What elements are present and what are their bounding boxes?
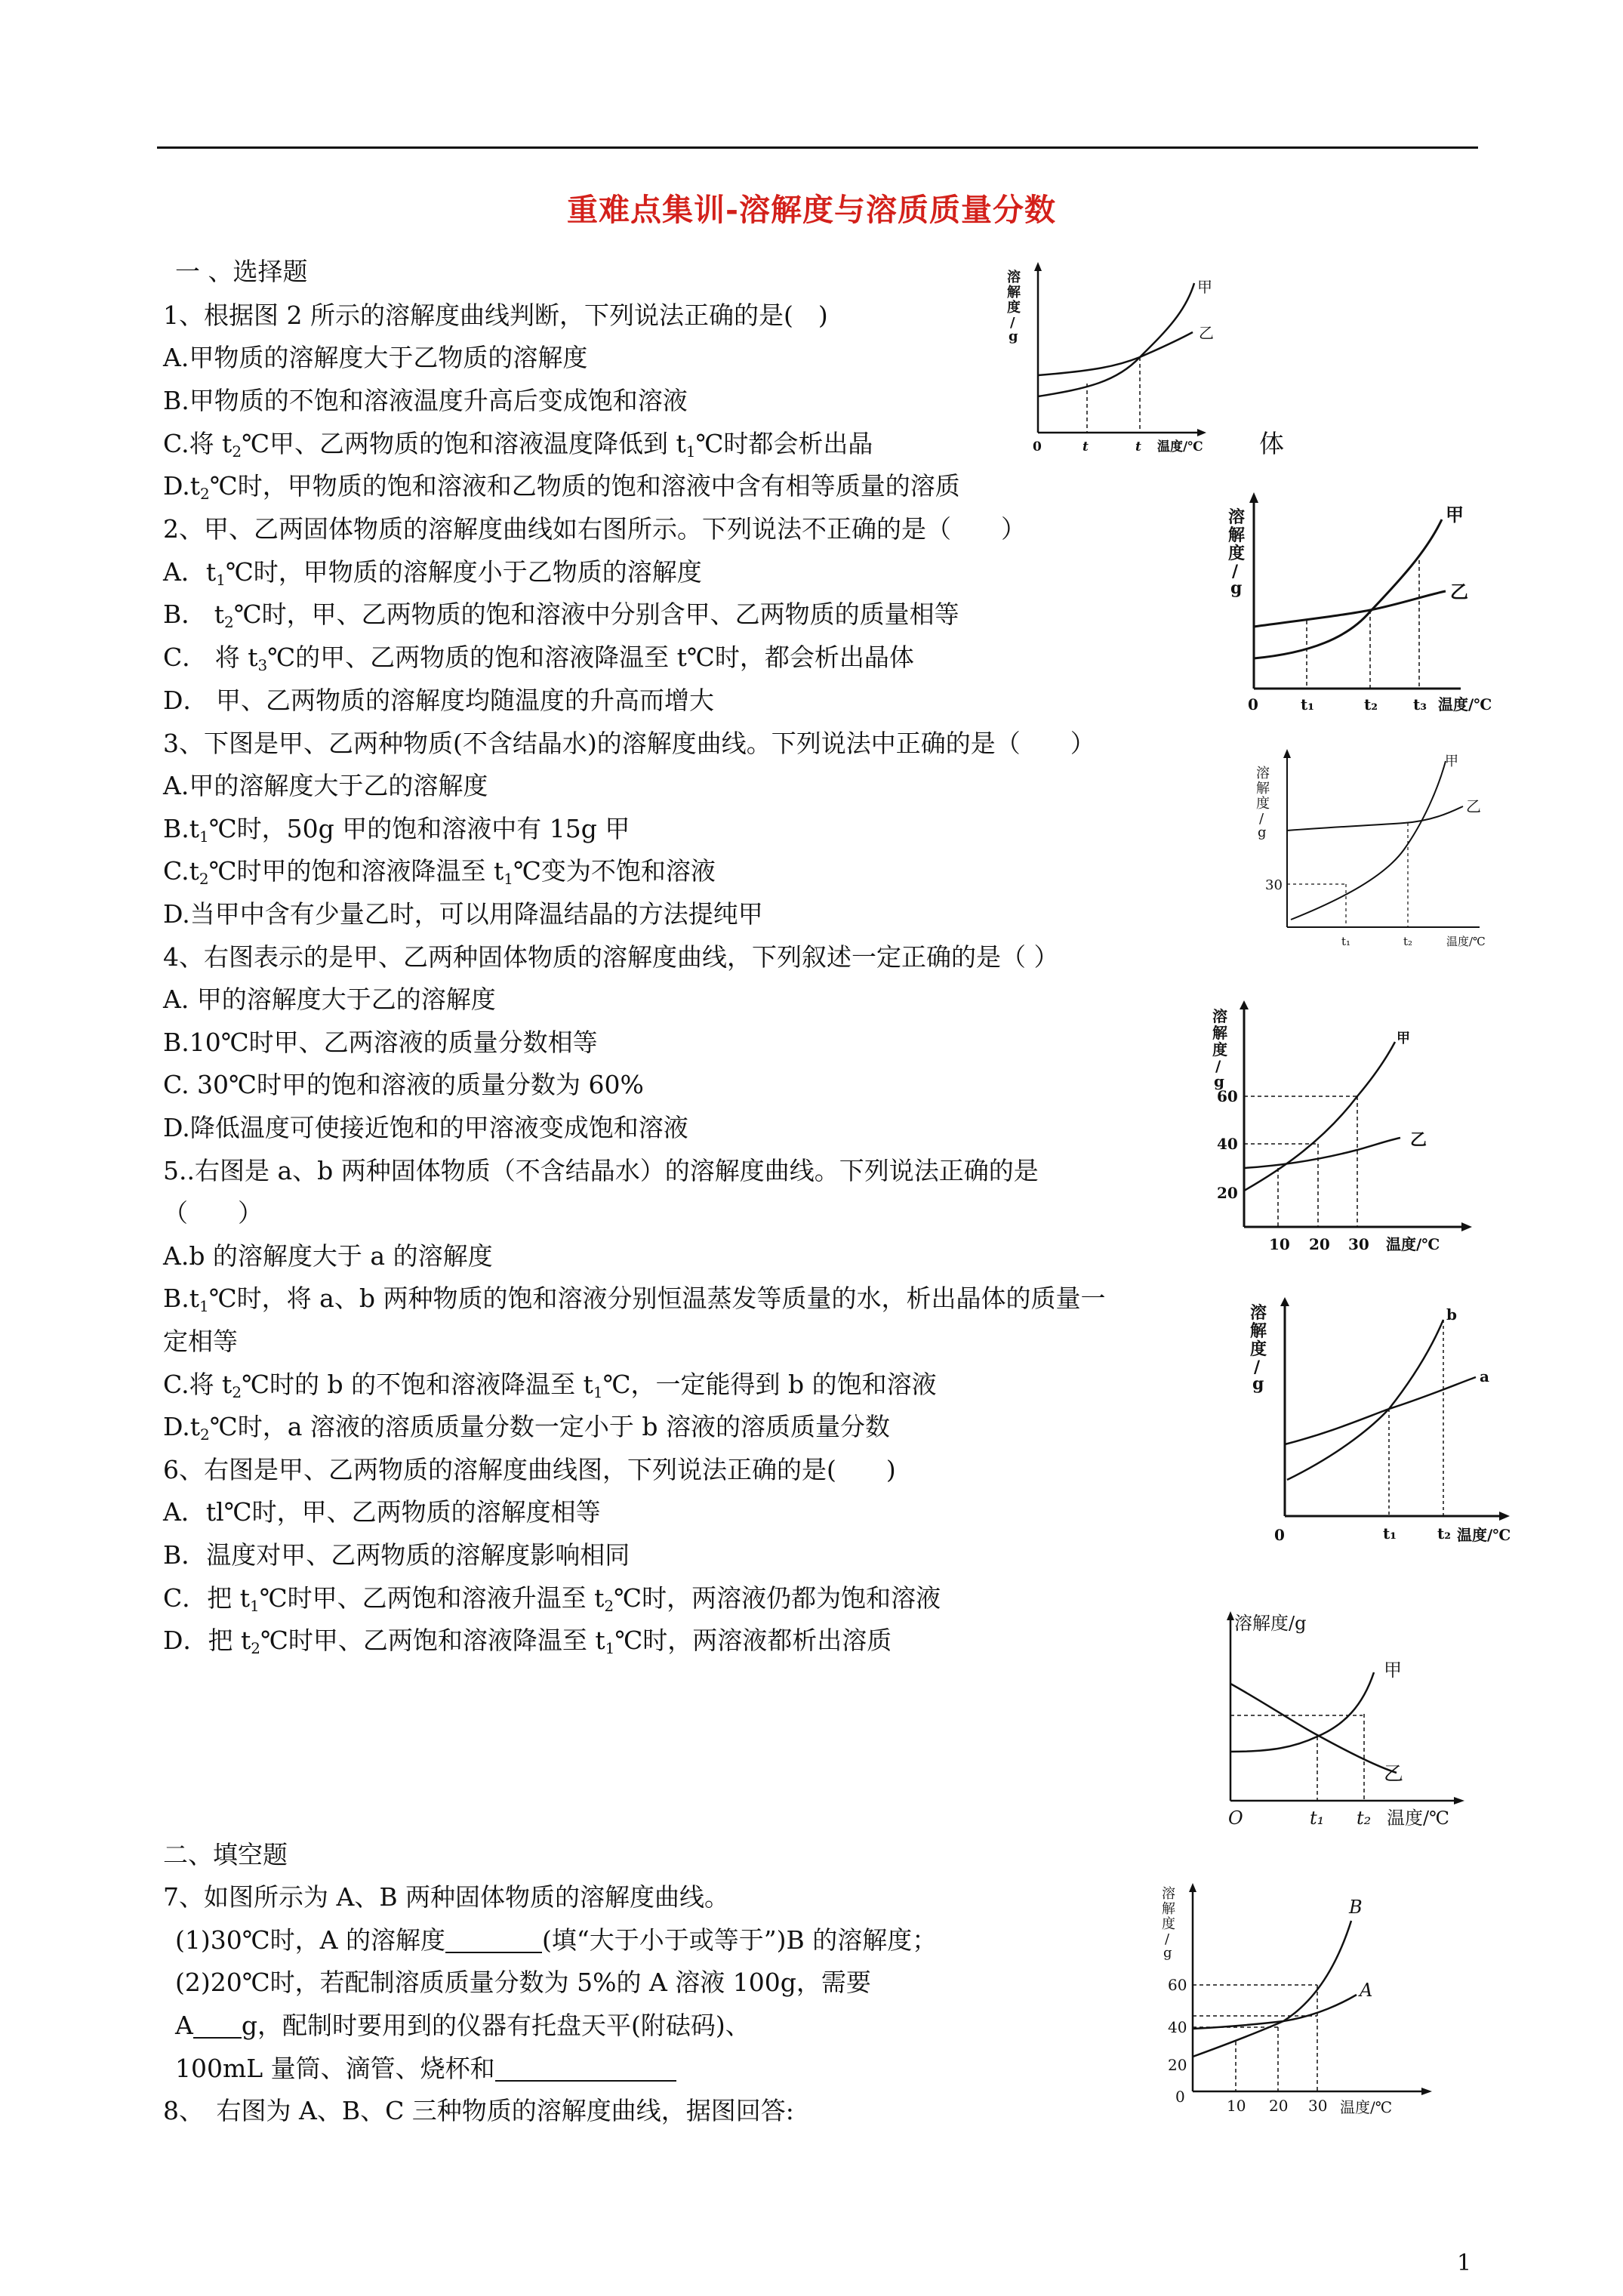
tick-t2: t (1135, 439, 1141, 455)
tick-y20: 20 (1217, 1184, 1238, 1202)
origin-label: 0 (1175, 2088, 1185, 2106)
series-label-jia: 甲 (1446, 504, 1464, 525)
q4-stem: 4、右图表示的是甲、乙两种固体物质的溶解度曲线，下列叙述一定正确的是（ ） (163, 942, 1059, 972)
q1-option-c: C.将 $t_2℃$甲、乙两物质的饱和溶液温度降低到 $t_1℃$时都会析出晶 (163, 429, 873, 461)
q3-stem: 3、下图是甲、乙两种物质(不含结晶水)的溶解度曲线。下列说法中正确的是（ ） (163, 729, 1095, 758)
q3-option-d: D.当甲中含有少量乙时，可以用降温结晶的方法提纯甲 (163, 899, 763, 929)
header-rule (157, 146, 1478, 149)
x-axis-label: 温度/℃ (1386, 1235, 1440, 1253)
page-number: 1 (1457, 2250, 1472, 2276)
curve-yi (1244, 1138, 1400, 1168)
y-axis-arrow (1227, 1611, 1234, 1620)
y-axis-label-char: 溶 (1228, 507, 1246, 527)
q4-option-c: C. 30℃时甲的饱和溶液的质量分数为 60% (163, 1070, 644, 1099)
origin-label: 0 (1033, 439, 1042, 455)
q6-option-c: C．把 $t_1℃$时甲、乙两饱和溶液升温至 $t_2℃$时，两溶液仍都为饱和溶液 (163, 1583, 941, 1615)
q2-option-a: A．$t_1℃$时，甲物质的溶解度小于乙物质的溶解度 (163, 557, 702, 589)
tick-t1: t₁ (1310, 1808, 1325, 1829)
q6-option-b: B．温度对甲、乙两物质的溶解度影响相同 (163, 1540, 630, 1570)
q8-stem: 8、 右图为 A、B、C 三种物质的溶解度曲线，据图回答: (163, 2096, 794, 2125)
x-axis-arrow (1454, 1797, 1464, 1804)
y-axis-label: 溶解度/g (1234, 1613, 1307, 1634)
x-axis-label: 温度/℃ (1457, 1526, 1511, 1544)
y-axis-label-char: g (1214, 1072, 1224, 1090)
q4-option-b: B.10℃时甲、乙两溶液的质量分数相等 (163, 1028, 598, 1057)
figure-q6 (1212, 1601, 1498, 1831)
tick-t2: t₂ (1364, 695, 1378, 713)
x-axis-label: 温度/℃ (1438, 695, 1492, 713)
q5-option-b: $B.t_1℃$时，将 a、b 两种物质的饱和溶液分别恒温蒸发等质量的水，析出晶体的质量一 (163, 1284, 1106, 1315)
figure-q2 (1227, 491, 1491, 721)
series-label-A: A (1360, 1980, 1373, 2001)
curve-jia (1244, 1042, 1395, 1191)
q7-part3: A g，配制时要用到的仪器有托盘天平(附砝码)、 (175, 2011, 750, 2040)
y-axis-label-char: g (1163, 1945, 1172, 1961)
y-axis-label-char: 溶 (1212, 1007, 1227, 1025)
y-axis-label-char: / (1165, 1931, 1170, 1947)
q5-option-c: C.将 $t_2℃$时的 b 的不饱和溶液降温至 $t_1℃$，一定能得到 b 的饱和溶液 (163, 1370, 937, 1401)
tick-x30: 30 (1348, 1235, 1369, 1253)
page-title: 重难点集训-溶解度与溶质质量分数 (566, 192, 1056, 228)
x-axis-label: 温度/℃ (1157, 439, 1203, 455)
tick-y40: 40 (1217, 1135, 1238, 1153)
q7-stem: 7、如图所示为 A、B 两种固体物质的溶解度曲线。 (163, 1882, 730, 1912)
tick-x10: 10 (1269, 1235, 1290, 1253)
series-label-jia: 甲 (1445, 754, 1458, 769)
y-axis-label-char: 解 (1250, 1321, 1267, 1341)
origin-label: O (1228, 1808, 1243, 1829)
y-axis-label-char: 解 (1256, 781, 1270, 797)
q5-option-a: A.b 的溶解度大于 a 的溶解度 (163, 1241, 493, 1271)
q7-blank-3[interactable] (495, 2057, 676, 2082)
figure-q3 (1253, 747, 1495, 951)
y-axis-label-char: 溶 (1007, 270, 1021, 285)
curve-a (1285, 1377, 1476, 1444)
tick-y60: 60 (1217, 1087, 1238, 1105)
curve-jia (1038, 283, 1194, 396)
series-label-a: a (1480, 1367, 1489, 1385)
tick-t3: t₃ (1413, 695, 1427, 713)
curve-A (1193, 1995, 1357, 2029)
chart-q3 (1253, 747, 1495, 951)
curve-jia (1230, 1672, 1374, 1752)
y-axis-arrow (1189, 1883, 1196, 1892)
tick-y20: 20 (1168, 2056, 1187, 2074)
y-axis-label-char: 度 (1212, 1040, 1227, 1059)
y-axis-label-char: 解 (1228, 525, 1246, 545)
tick-t2: t₂ (1437, 1524, 1451, 1542)
chart-q1 (1004, 260, 1246, 468)
x-axis-arrow (1421, 2088, 1432, 2095)
tick-x10: 10 (1227, 2097, 1246, 2115)
tick-x20: 20 (1269, 2097, 1289, 2115)
curve-b (1287, 1320, 1443, 1480)
y-axis-label-char: 度 (1256, 796, 1270, 812)
q4-option-a: A. 甲的溶解度大于乙的溶解度 (163, 985, 496, 1014)
tick-y40: 40 (1168, 2018, 1187, 2036)
section1-heading: 一 、选择题 (175, 257, 308, 286)
y-axis-label-char: 度 (1007, 300, 1021, 316)
series-label-jia: 甲 (1397, 1031, 1410, 1046)
x-axis-arrow (1197, 429, 1206, 436)
x-axis-arrow (1461, 1222, 1472, 1231)
x-axis-label: 温度/℃ (1340, 2098, 1393, 2116)
y-axis-label-char: / (1010, 315, 1015, 331)
q5-option-b-cont: 定相等 (163, 1327, 238, 1356)
series-label-yi: 乙 (1450, 581, 1468, 603)
y-axis-label-char: g (1258, 824, 1267, 840)
tick-t1: t₁ (1383, 1524, 1397, 1542)
y-axis-label-char: 解 (1162, 1901, 1175, 1917)
tick-x20: 20 (1309, 1235, 1330, 1253)
series-label-jia: 甲 (1384, 1660, 1402, 1681)
chart-q2 (1227, 491, 1491, 721)
y-axis-arrow (1283, 749, 1291, 758)
y-axis-label-char: / (1254, 1358, 1261, 1377)
q3-option-c: $C.t_2℃$时甲的饱和溶液降温至 $t_1℃$变为不饱和溶液 (163, 856, 716, 888)
q4-option-d: D.降低温度可使接近饱和的甲溶液变成饱和溶液 (163, 1113, 688, 1142)
x-axis-arrow (1499, 1512, 1510, 1521)
q5-paren: （ ） (163, 1198, 263, 1228)
y-axis-arrow (1034, 262, 1042, 271)
q2-option-c: C． 将 $t_3℃$的甲、乙两物质的饱和溶液降温至 t℃时，都会析出晶体 (163, 643, 914, 674)
q2-option-b: B． $t_2℃$时，甲、乙两物质的饱和溶液中分别含甲、乙两物质的质量相等 (163, 599, 959, 631)
y-axis-arrow (1280, 1297, 1289, 1306)
q5-option-d: $D.t_2℃$时，a 溶液的溶质质量分数一定小于 b 溶液的溶质质量分数 (163, 1412, 890, 1444)
y-axis-label-char: 溶 (1250, 1303, 1267, 1323)
series-label-yi: 乙 (1410, 1130, 1427, 1150)
q7-part4: 100mL 量筒、滴管、烧杯和 (175, 2052, 676, 2085)
q7-blank-2[interactable] (193, 2014, 242, 2039)
series-label-yi: 乙 (1384, 1763, 1404, 1786)
chart-q4 (1208, 1000, 1495, 1265)
tick-t2: t₂ (1403, 935, 1413, 948)
q1-option-a: A.甲物质的溶解度大于乙物质的溶解度 (163, 343, 588, 372)
curve-B (1193, 1921, 1351, 2057)
q3-option-b: $B.t_1℃$时，50g 甲的饱和溶液中有 15g 甲 (163, 814, 630, 846)
series-label-yi: 乙 (1199, 324, 1214, 342)
origin-label: 0 (1274, 1526, 1285, 1544)
figure-q5 (1246, 1297, 1532, 1554)
y-axis-label-char: 解 (1212, 1024, 1227, 1042)
curve-jia (1291, 761, 1446, 920)
x-axis-label: 温度/℃ (1387, 1808, 1449, 1829)
q7-blank-1[interactable] (445, 1929, 542, 1953)
q6-option-d: D．把 $t_2℃$时甲、乙两饱和溶液降温至 $t_1℃$时，两溶液都析出溶质 (163, 1626, 892, 1657)
chart-q6 (1212, 1601, 1498, 1831)
y-axis-label-char: 溶 (1162, 1886, 1175, 1902)
chart-q5 (1246, 1297, 1532, 1554)
y-axis-label-char: / (1259, 811, 1264, 827)
section2-heading: 二、填空题 (163, 1840, 288, 1869)
y-axis-label-char: 度 (1228, 544, 1246, 563)
tick-y60: 60 (1168, 1976, 1187, 1994)
curve-jia (1254, 519, 1442, 658)
y-axis-arrow (1240, 1000, 1249, 1009)
y-axis-label-char: / (1232, 562, 1239, 581)
q1-stem: 1、根据图 2 所示的溶解度曲线判断，下列说法正确的是( ) (163, 300, 828, 330)
series-label-b: b (1446, 1305, 1457, 1324)
chart-q7 (1159, 1881, 1461, 2127)
y-axis-label-char: g (1252, 1374, 1264, 1394)
curve-yi (1038, 332, 1193, 375)
tick-y30: 30 (1265, 877, 1283, 893)
y-axis-arrow (1249, 492, 1258, 503)
y-axis-label-char: 解 (1007, 285, 1021, 300)
q3-option-a: A.甲的溶解度大于乙的溶解度 (163, 771, 488, 800)
q6-option-a: A．tl℃时，甲、乙两物质的溶解度相等 (163, 1497, 601, 1527)
origin-label: 0 (1248, 695, 1258, 713)
series-label-B: B (1349, 1897, 1363, 1918)
y-axis-label-char: g (1230, 578, 1243, 598)
q7-part2: (2)20℃时，若配制溶质质量分数为 5%的 A 溶液 100g，需要 (175, 1968, 871, 1997)
q1-option-b: B.甲物质的不饱和溶液温度升高后变成饱和溶液 (163, 386, 688, 415)
y-axis-label-char: g (1009, 328, 1018, 344)
curve-yi (1287, 806, 1463, 831)
curve-yi (1230, 1684, 1397, 1773)
series-label-jia: 甲 (1197, 278, 1212, 296)
q1-option-d: $D.t_2℃$时，甲物质的饱和溶液和乙物质的饱和溶液中含有相等质量的溶质 (163, 471, 960, 503)
tick-x30: 30 (1308, 2097, 1328, 2115)
y-axis-label-char: 溶 (1256, 766, 1270, 781)
figure-q1 (1004, 260, 1246, 468)
y-axis-label-char: 度 (1162, 1916, 1175, 1932)
tick-t1: t₁ (1301, 695, 1314, 713)
y-axis-label-char: 度 (1250, 1339, 1267, 1359)
q6-stem: 6、右图是甲、乙两物质的溶解度曲线图，下列说法正确的是( ) (163, 1455, 896, 1484)
figure-q4 (1208, 1000, 1495, 1265)
q5-stem: 5..右图是 a、b 两种固体物质（不含结晶水）的溶解度曲线。下列说法正确的是 (163, 1156, 1039, 1185)
x-axis-label: 温度/℃ (1446, 935, 1486, 948)
curve-yi (1254, 591, 1446, 627)
y-axis-label-char: / (1215, 1057, 1221, 1075)
q1-option-c-tail: 体 (1259, 429, 1284, 458)
q7-part1: (1)30℃时，A 的溶解度 (填“大于小于或等于”)B 的溶解度； (175, 1925, 938, 1955)
tick-t1: t₁ (1341, 935, 1351, 948)
tick-t1: t (1083, 439, 1089, 455)
series-label-yi: 乙 (1466, 797, 1481, 815)
q2-option-d: D． 甲、乙两物质的溶解度均随温度的升高而增大 (163, 686, 714, 715)
figure-q7 (1159, 1881, 1461, 2127)
q2-stem: 2、甲、乙两固体物质的溶解度曲线如右图所示。下列说法不正确的是（ ） (163, 514, 1026, 544)
tick-t2: t₂ (1357, 1808, 1372, 1829)
